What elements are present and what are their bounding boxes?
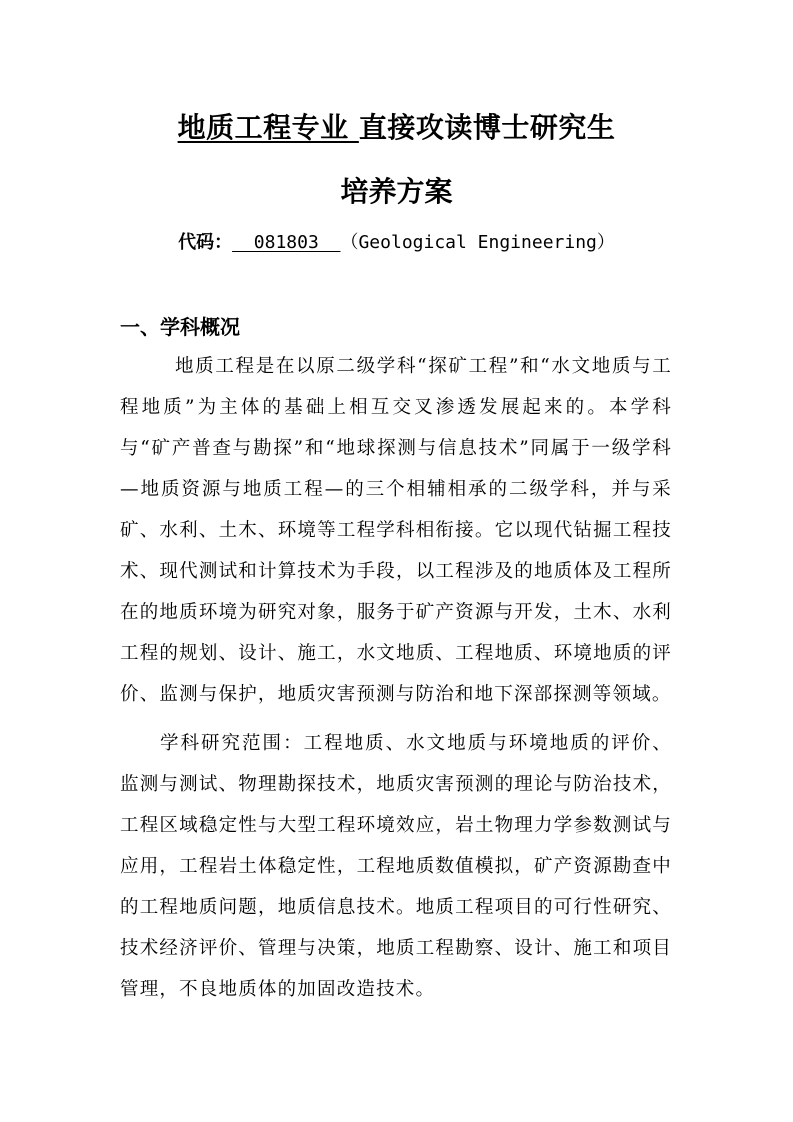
code-value: 081803: [232, 232, 341, 253]
section-heading-overview: 一、学科概况: [120, 315, 240, 339]
document-title: [0, 108, 793, 148]
research-scope-paragraph: 学科研究范围：工程地质、水文地质与环境地质的评价、监测与测试、物理勘探技术，地质灾害预测的理论与防治技术，工程区域稳定性与大型工程环境效应，岩土物理力学参数测试与应用，工程岩土体稳定性，工程地质数值模拟，矿产资源勘查中的工程地质问题，地质信息技术。地质工程项目的可行性研究、技术经济评价、管理与决策，地质工程勘察、设计、施工和项目管理，不良地质体的加固改造技术。: [120, 733, 672, 1000]
discipline-code-line: [0, 230, 793, 256]
english-name: （Geological Engineering）: [340, 232, 615, 253]
code-label: 代码：: [178, 232, 233, 253]
document-subtitle: 培养方案: [340, 175, 453, 208]
overview-paragraph: 地质工程是在以原二级学科“探矿工程”和“水文地质与工程地质”为主体的基础上相互交叉渗透发展起来的。本学科与“矿产普查与勘探”和“地球探测与信息技术”同属于一级学科—地质资源与地质工程—的三个相辅相承的二级学科，并与采矿、水利、土木、环境等工程学科相衔接。它以现代钻掘工程技术、现代测试和计算技术为手段，以工程涉及的地质体及工程所在的地质环境为研究对象，服务于矿产资源与开发，土木、水利工程的规划、设计、施工，水文地质、工程地质、环境地质的评价、监测与保护，地质灾害预测与防治和地下深部探测等领域。: [120, 356, 672, 705]
title-program: 直接攻读博士研究生: [358, 111, 616, 144]
title-major-underlined: 地质工程专业: [177, 111, 359, 144]
